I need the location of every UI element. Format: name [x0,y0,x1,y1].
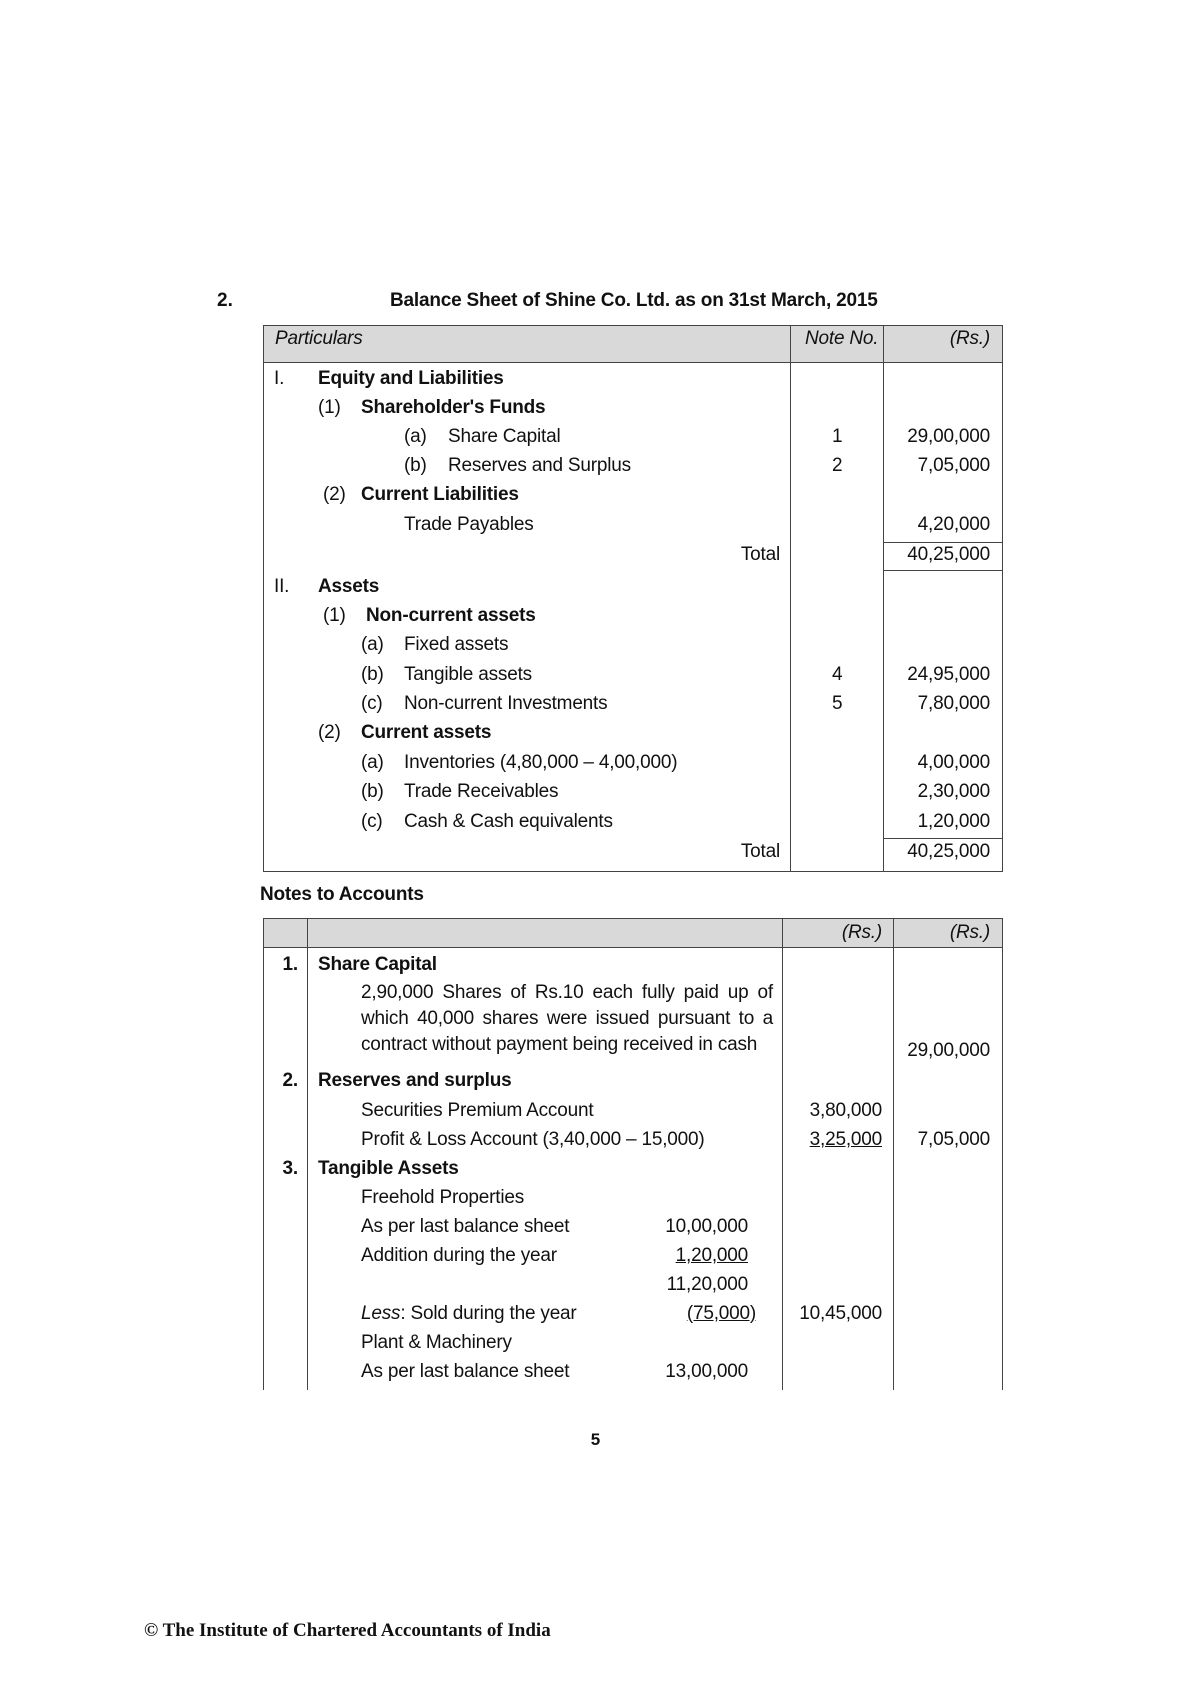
nc-investments-amount: 7,80,000 [917,693,990,714]
notes-heading: Notes to Accounts [260,884,424,905]
item-marker: (1) [318,397,341,418]
item-marker: (2) [323,484,346,505]
section-marker: I. [274,368,285,389]
total-liabilities-amount: 40,25,000 [907,544,990,565]
nc-investments-label: Non-current Investments [404,693,608,714]
trade-payables-label: Trade Payables [404,514,534,535]
note-number: 2. [282,1070,298,1091]
section-marker: II. [274,576,290,597]
header-note-no: Note No. [805,328,879,349]
profit-loss-label: Profit & Loss Account (3,40,000 – 15,000) [361,1129,705,1150]
plant-last-bs-label: As per last balance sheet [361,1361,570,1382]
last-balance-sheet-label: As per last balance sheet [361,1216,570,1237]
item-marker: (b) [361,664,384,685]
cash-label: Cash & Cash equivalents [404,811,613,832]
item-marker: (2) [318,722,341,743]
note-2-total: 7,05,000 [917,1129,990,1150]
sold-label-text: : Sold during the year [400,1303,577,1324]
item-marker: (c) [361,693,383,714]
item-marker: (b) [361,781,384,802]
trade-receivables-amount: 2,30,000 [917,781,990,802]
header-amount: (Rs.) [949,328,990,349]
addition-amount: 1,20,000 [675,1245,748,1266]
item-marker: (1) [323,605,346,626]
sold-during-year-label [361,1303,577,1325]
share-capital-amount: 29,00,000 [907,426,990,447]
item-marker: (b) [404,455,427,476]
header-particulars: Particulars [275,328,363,349]
note-3-title: Tangible Assets [318,1158,459,1179]
securities-premium-label: Securities Premium Account [361,1100,594,1121]
subtotal-amount: 11,20,000 [666,1274,748,1295]
freehold-label: Freehold Properties [361,1187,525,1208]
nc-investments-note: 5 [832,693,843,714]
inventories-amount: 4,00,000 [917,752,990,773]
sold-amount: (75,000) [686,1303,756,1324]
shareholders-funds-heading: Shareholder's Funds [361,397,546,418]
tangible-assets-label: Tangible assets [404,664,532,685]
inventories-label: Inventories (4,80,000 – 4,00,000) [404,752,678,773]
notes-col-rs-1: (Rs.) [841,922,882,943]
reserves-label: Reserves and Surplus [448,455,631,476]
total-assets-amount: 40,25,000 [907,841,990,862]
note-2-title: Reserves and surplus [318,1070,512,1091]
question-number: 2. [217,290,233,311]
current-liabilities-heading: Current Liabilities [361,484,519,505]
trade-payables-amount: 4,20,000 [917,514,990,535]
equity-liabilities-heading: Equity and Liabilities [318,368,504,389]
profit-loss-amount: 3,25,000 [809,1129,882,1150]
note-number: 1. [282,954,298,975]
page-number: 5 [590,1430,601,1449]
note-1-title: Share Capital [318,954,437,975]
reserves-amount: 7,05,000 [917,455,990,476]
note-1-text: 2,90,000 Shares of Rs.10 each fully paid up of which 40,000 shares were issued pursuant to a contract without payment being received in cash [361,982,773,1055]
footer-copyright: © The Institute of Chartered Accountants of India [144,1620,551,1641]
freehold-net-amount: 10,45,000 [799,1303,882,1324]
securities-premium-amount: 3,80,000 [809,1100,882,1121]
item-marker: (a) [404,426,427,447]
note-number: 3. [282,1158,298,1179]
tangible-assets-note: 4 [832,664,843,685]
trade-receivables-label: Trade Receivables [404,781,559,802]
non-current-assets-heading: Non-current assets [366,605,536,626]
share-capital-label: Share Capital [448,426,561,447]
item-marker: (a) [361,634,384,655]
plant-machinery-label: Plant & Machinery [361,1332,512,1353]
current-assets-heading: Current assets [361,722,492,743]
assets-heading: Assets [318,576,380,597]
share-capital-note: 1 [832,426,843,447]
cash-amount: 1,20,000 [917,811,990,832]
less-word: Less [361,1303,401,1324]
reserves-note: 2 [832,455,843,476]
balance-sheet-title: Balance Sheet of Shine Co. Ltd. as on 31st March, 2015 [390,290,878,311]
note-1-amount: 29,00,000 [907,1040,990,1061]
plant-last-bs-amount: 13,00,000 [665,1361,748,1382]
total-label: Total [740,544,780,565]
item-marker: (c) [361,811,383,832]
notes-col-rs-2: (Rs.) [949,922,990,943]
tangible-assets-amount: 24,95,000 [907,664,990,685]
total-label: Total [740,841,780,862]
fixed-assets-label: Fixed assets [404,634,509,655]
item-marker: (a) [361,752,384,773]
addition-label: Addition during the year [361,1245,557,1266]
last-balance-sheet-amount: 10,00,000 [665,1216,748,1237]
